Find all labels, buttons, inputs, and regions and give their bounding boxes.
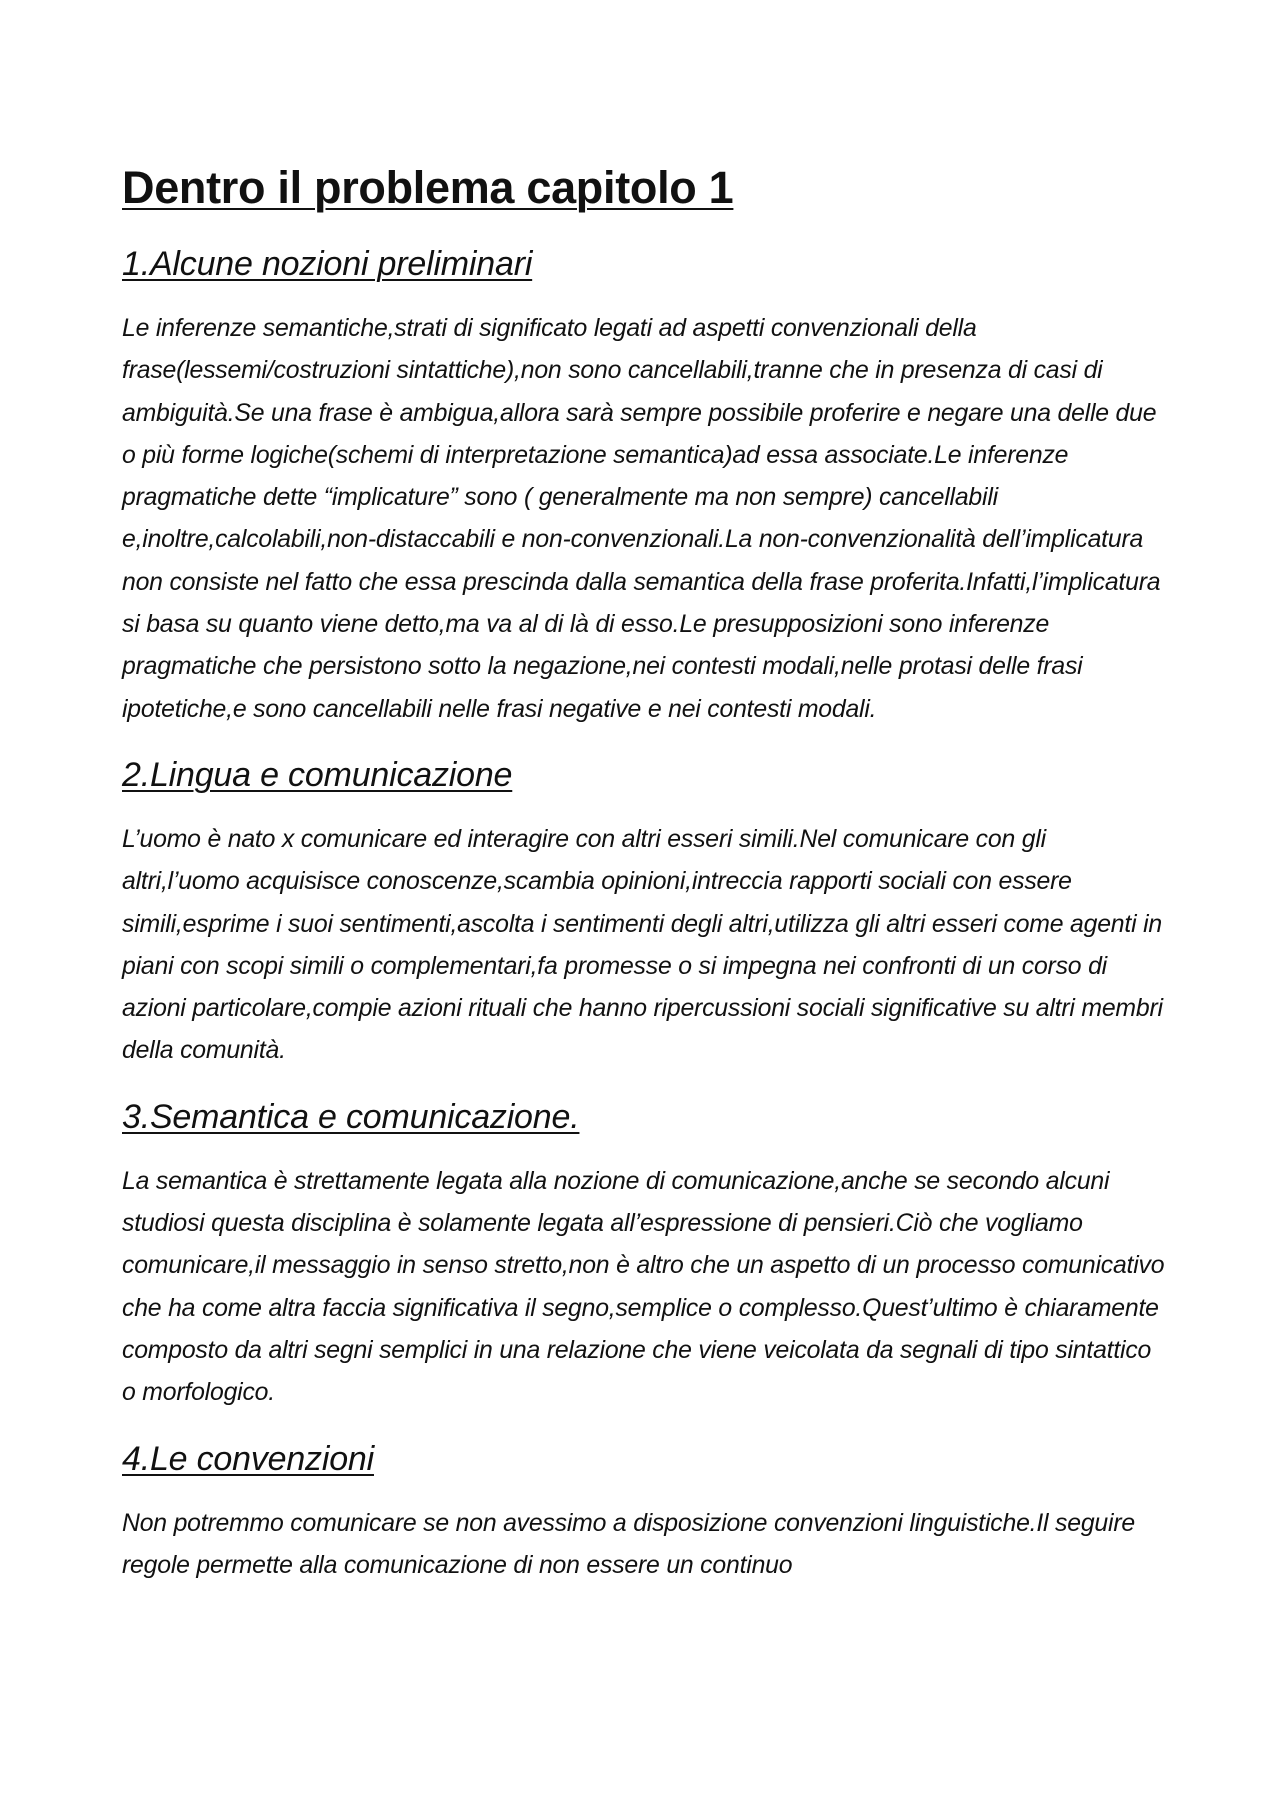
- section-paragraph-4: Non potremmo comunicare se non avessimo a disposizione convenzioni linguistiche.Il seguire regole permette alla comunicazione di non essere un continuo: [122, 1509, 1135, 1579]
- document-content: [122, 158, 1167, 1587]
- section-heading-2: 2.Lingua e comunicazione: [122, 755, 513, 794]
- section-paragraph-2: L’uomo è nato x comunicare ed interagire con altri esseri simili.Nel comunicare con gli altri,l’uomo acquisisce conoscenze,scambia opinioni,intreccia rapporti sociali con essere simili,esprime i suoi sentimenti,ascolta i sentimenti degli altri,utilizza gli altri esseri come agenti in piani con scopi simili o complementari,fa promesse o si impegna nei confronti di un corso di azioni particolare,compie azioni rituali che hanno ripercussioni sociali significative su altri membri della comunità.: [122, 825, 1163, 1065]
- section-heading-4: 4.Le convenzioni: [122, 1439, 374, 1478]
- section-paragraph-1: Le inferenze semantiche,strati di significato legati ad aspetti convenzionali della frase(lessemi/costruzioni sintattiche),non sono cancellabili,tranne che in presenza di casi di ambiguità.Se una frase è ambigua,allora sarà sempre possibile proferire e negare una delle due o più forme logiche(schemi di interpretazione semantica)ad essa associate.Le inferenze pragmatiche dette “implicature” sono ( generalmente ma non sempre) cancellabili e,inoltre,calcolabili,non-distaccabili e non-convenzionali.La non-convenzionalità dell’implicatura non consiste nel fatto che essa prescinda dalla semantica della frase proferita.Infatti,l’implicatura si basa su quanto viene detto,ma va al di là di esso.Le presupposizioni sono inferenze pragmatiche che persistono sotto la negazione,nei contesti modali,nelle protasi delle frasi ipotetiche,e sono cancellabili nelle frasi negative e nei contesti modali.: [122, 315, 1161, 723]
- section-heading-3: 3.Semantica e comunicazione.: [122, 1097, 580, 1136]
- document-title: Dentro il problema capitolo 1: [122, 162, 734, 213]
- section-paragraph-3: La semantica è strettamente legata alla nozione di comunicazione,anche se secondo alcuni studiosi questa disciplina è solamente legata all’espressione di pensieri.Ciò che vogliamo comunicare,il messaggio in senso stretto,non è altro che un aspetto di un processo comunicativo che ha come altra faccia significativa il segno,semplice o complesso.Quest’ultimo è chiaramente composto da altri segni semplici in una relazione che viene veicolata da segnali di tipo sintattico o morfologico.: [122, 1167, 1165, 1407]
- section-heading-1: 1.Alcune nozioni preliminari: [122, 245, 533, 283]
